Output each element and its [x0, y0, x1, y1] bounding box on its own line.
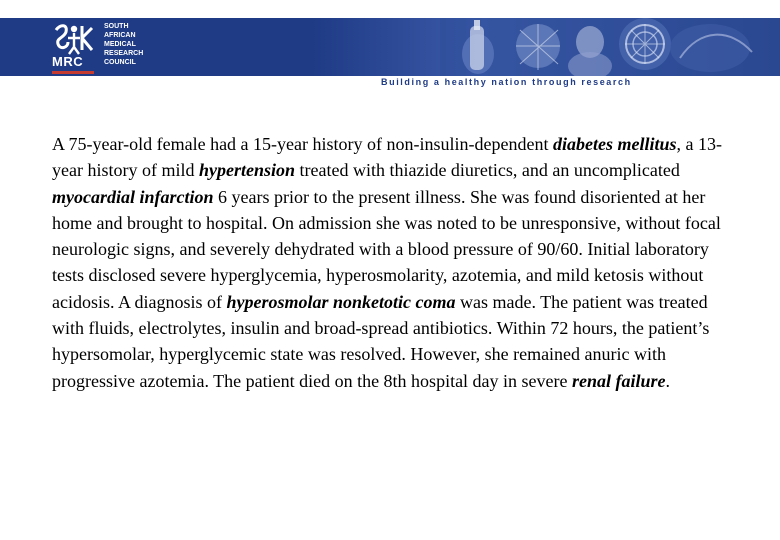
council-line: MEDICAL	[104, 41, 136, 48]
case-text: treated with thiazide diuretics, and an uncomplicated	[295, 160, 680, 181]
term-hypertension: hypertension	[198, 160, 295, 181]
term-hyperosmolar-coma: hyperosmolar nonketotic coma	[226, 291, 456, 312]
case-text: A 75-year-old female had a 15-year history of non-insulin-dependent	[52, 134, 553, 154]
header-banner	[0, 18, 780, 76]
council-line: RESEARCH	[104, 50, 144, 57]
mrc-logo	[50, 20, 98, 74]
term-myocardial-infarction: myocardial infarction	[52, 186, 214, 207]
banner-photo-collage	[440, 18, 780, 76]
council-line: COUNCIL	[104, 59, 136, 66]
case-description	[52, 131, 742, 394]
council-name	[104, 22, 143, 67]
council-line: SOUTH	[104, 23, 129, 30]
tagline: Building a healthy nation through research	[381, 77, 632, 87]
council-line: AFRICAN	[104, 32, 136, 39]
logo-underline	[52, 71, 94, 74]
term-renal-failure: renal failure	[572, 370, 666, 391]
term-diabetes-mellitus: diabetes mellitus	[552, 134, 677, 154]
case-text: .	[665, 370, 671, 391]
case-text: 6 years prior to the present illness. She was found disoriented at her home and brought to hospital. On admission she was noted to be unresponsive, without focal neurologic signs, and severely dehydrated with a blood pressure of 90/60. Initial laboratory tests disclosed severe hyperglycemia, hyperosmolarity, azotemia, and mild ketosis without acidosis. A diagnosis of	[52, 186, 721, 312]
case-text: was made. The patient was treated with fluids, electrolytes, insulin and broad-spread antibiotics. Within 72 hours, the patient’s hypersomolar, hyperglycemic state was resolved. However, she remained anuric with progressive azotemia. The patient died on the 8th hospital day in severe	[52, 291, 710, 391]
case-text: , a 13-year history of mild	[52, 134, 722, 181]
logo-text: MRC	[52, 54, 84, 69]
